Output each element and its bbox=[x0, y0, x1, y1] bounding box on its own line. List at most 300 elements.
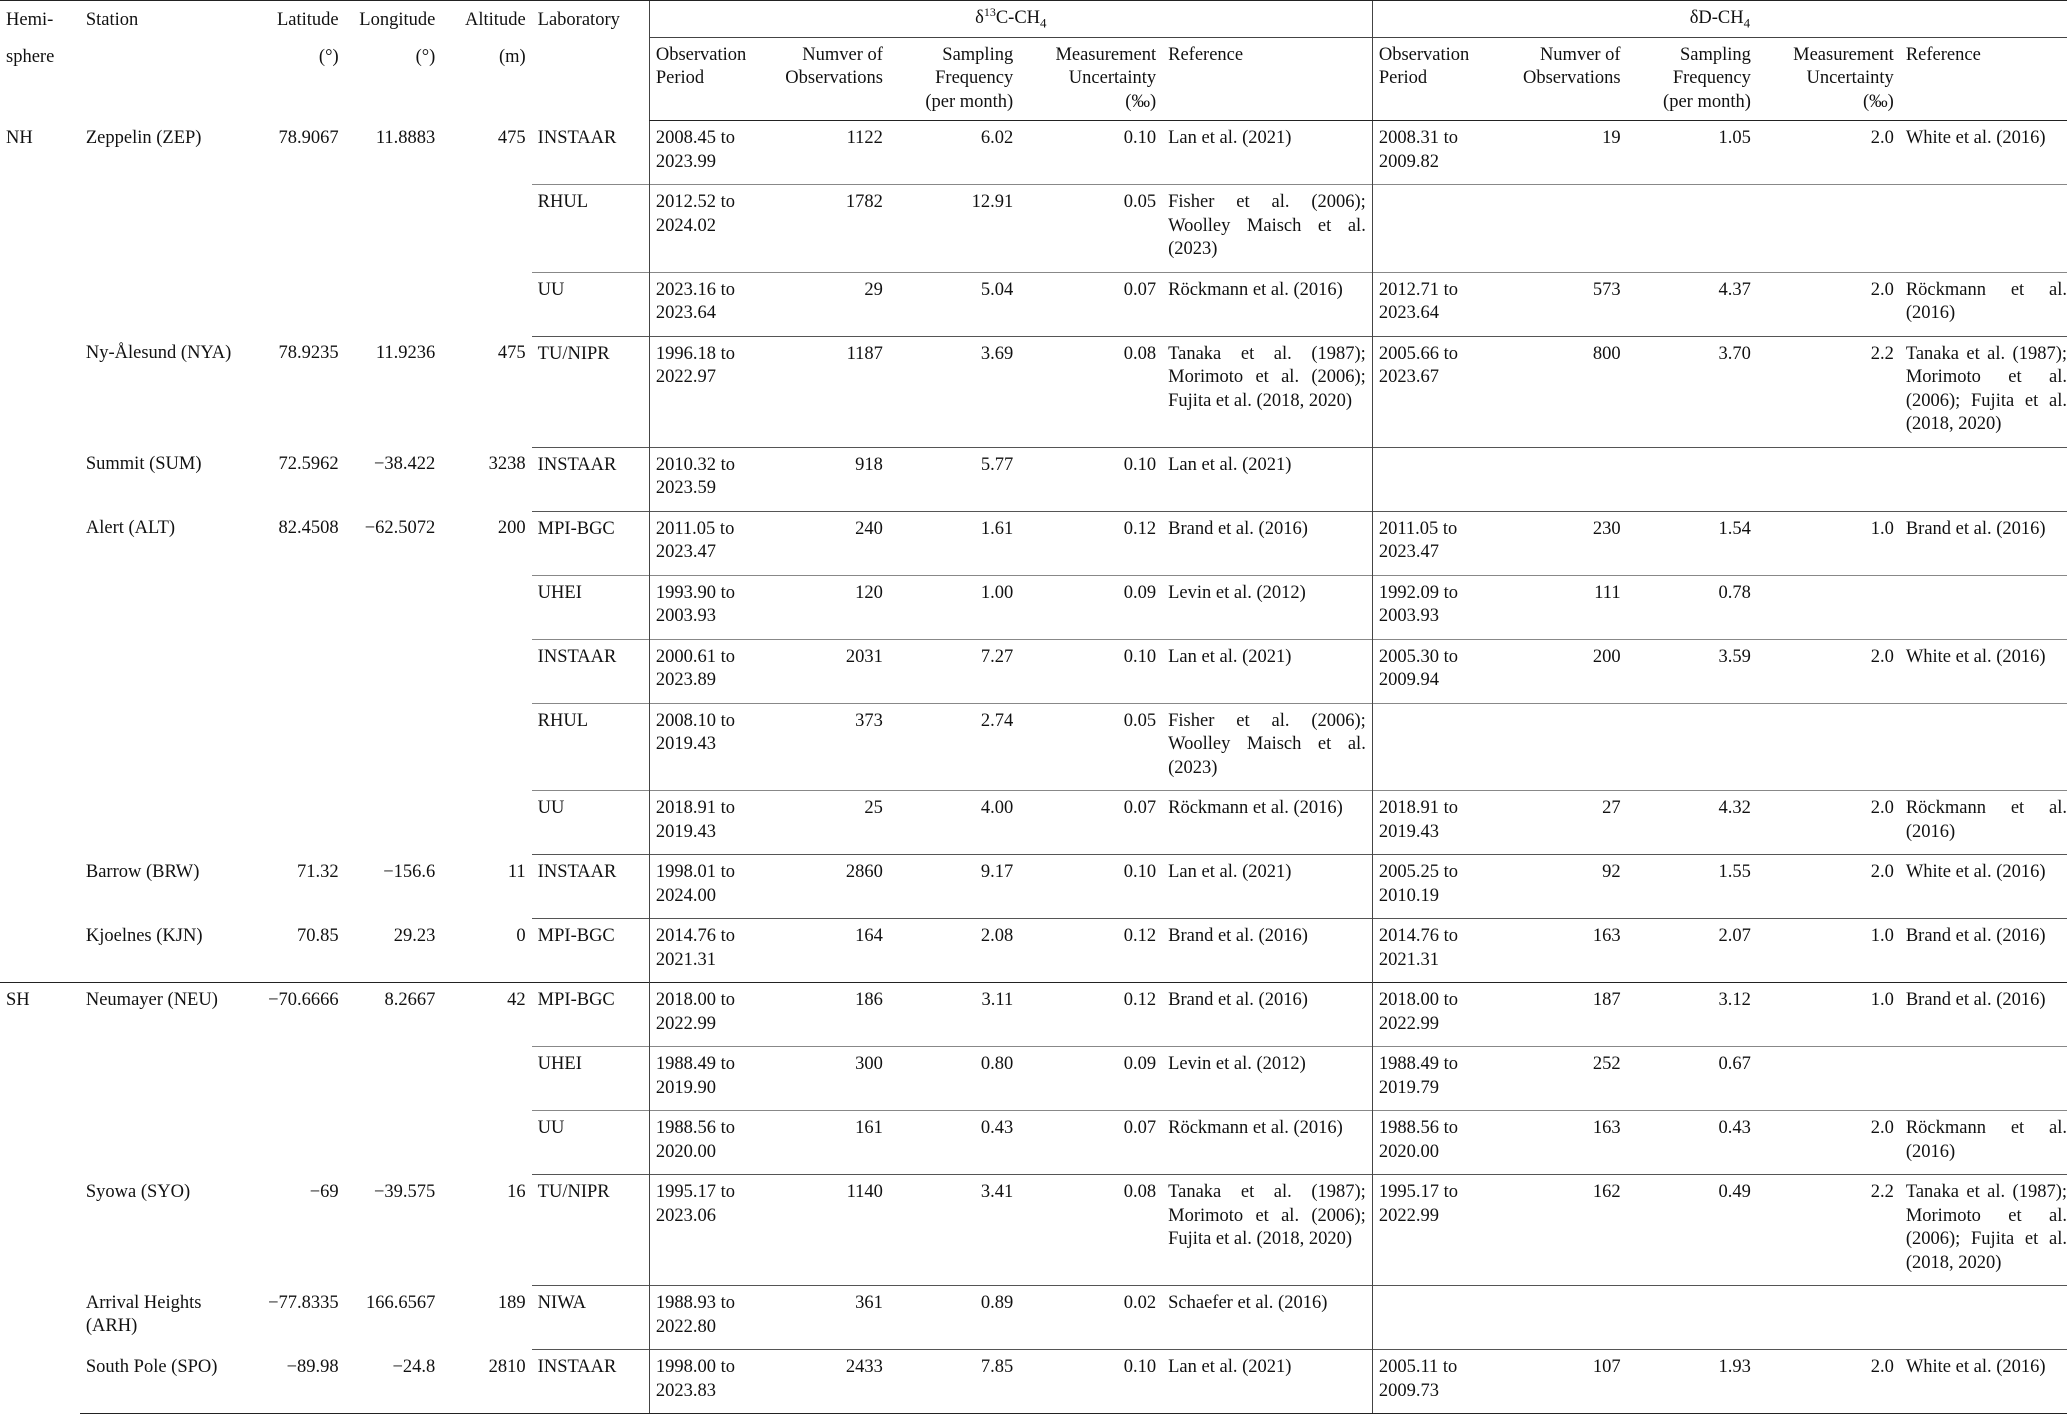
cell-c-obs-period: 1995.17 to 2023.06 bbox=[649, 1175, 773, 1286]
cell-d-meas-unc bbox=[1757, 703, 1900, 791]
cell-latitude: 70.85 bbox=[297, 925, 339, 946]
cell-c-reference: Tanaka et al. (1987); Morimoto et al. (2006); Fujita et al. (2018, 2020) bbox=[1162, 336, 1372, 447]
header-altitude-unit: (m) bbox=[498, 46, 526, 67]
cell-c-reference: Lan et al. (2021) bbox=[1162, 447, 1372, 511]
cell-d-meas-unc: 2.0 bbox=[1870, 128, 1894, 148]
cell-d-samp-freq: 1.54 bbox=[1627, 511, 1757, 575]
cell-c-num-obs: 2031 bbox=[773, 639, 889, 703]
cell-c-meas-unc: 0.05 bbox=[1019, 703, 1162, 791]
cell-c-meas-unc: 0.07 bbox=[1019, 1111, 1162, 1175]
cell-c-samp-freq: 4.00 bbox=[889, 791, 1019, 855]
cell-laboratory: MPI-BGC bbox=[532, 919, 650, 983]
cell-d-obs-period: 2005.30 to 2009.94 bbox=[1372, 639, 1496, 703]
header-longitude-unit: (°) bbox=[415, 46, 436, 67]
d13c-mid: C-CH bbox=[995, 8, 1041, 28]
cell-longitude: −39.575 bbox=[374, 1181, 436, 1202]
cell-laboratory: UU bbox=[532, 791, 650, 855]
header-d-reference: Reference bbox=[1900, 37, 2067, 121]
cell-c-samp-freq: 2.08 bbox=[889, 919, 1019, 983]
cell-laboratory: NIWA bbox=[532, 1286, 650, 1350]
cell-d-obs-period: 1995.17 to 2022.99 bbox=[1372, 1175, 1496, 1286]
header-laboratory: Laboratory bbox=[532, 1, 650, 121]
cell-c-obs-period: 1993.90 to 2003.93 bbox=[649, 575, 773, 639]
cell-d-samp-freq: 4.37 bbox=[1627, 272, 1757, 336]
cell-c-num-obs: 373 bbox=[773, 703, 889, 791]
cell-d-meas-unc bbox=[1757, 575, 1900, 639]
table-row bbox=[0, 855, 2067, 919]
cell-c-num-obs: 2860 bbox=[773, 855, 889, 919]
header-hemisphere-line2: sphere bbox=[6, 46, 55, 67]
cell-d-samp-freq: 4.32 bbox=[1627, 791, 1757, 855]
cell-c-reference: Schaefer et al. (2016) bbox=[1162, 1286, 1372, 1350]
table-row bbox=[0, 121, 2067, 185]
cell-station: Neumayer (NEU) bbox=[80, 983, 259, 1175]
cell-d-num-obs: 111 bbox=[1496, 575, 1626, 639]
cell-c-obs-period: 2023.16 to 2023.64 bbox=[649, 272, 773, 336]
cell-c-num-obs: 2433 bbox=[773, 1350, 889, 1414]
cell-laboratory: INSTAAR bbox=[532, 639, 650, 703]
cell-d-obs-period: 1988.56 to 2020.00 bbox=[1372, 1111, 1496, 1175]
cell-altitude: 475 bbox=[497, 127, 526, 148]
cell-d-reference bbox=[1900, 1047, 2067, 1111]
cell-longitude: 11.8883 bbox=[375, 127, 436, 148]
cell-c-samp-freq: 9.17 bbox=[889, 855, 1019, 919]
header-hemisphere-line1: Hemi- bbox=[6, 10, 54, 30]
cell-d-reference bbox=[1900, 703, 2067, 791]
header-latitude-label: Latitude bbox=[276, 10, 339, 30]
cell-longitude: 8.2667 bbox=[345, 983, 442, 1175]
cell-longitude: −62.5072 bbox=[364, 518, 436, 538]
cell-c-meas-unc: 0.05 bbox=[1019, 185, 1162, 273]
cell-c-meas-unc: 0.08 bbox=[1019, 1175, 1162, 1286]
cell-longitude: 166.6567 bbox=[365, 1292, 436, 1313]
cell-d-obs-period: 2014.76 to 2021.31 bbox=[1372, 919, 1496, 983]
cell-d-samp-freq bbox=[1627, 185, 1757, 273]
cell-latitude: −70.6666 bbox=[258, 983, 344, 1175]
cell-c-reference: Lan et al. (2021) bbox=[1162, 855, 1372, 919]
cell-d-samp-freq bbox=[1627, 447, 1757, 511]
header-c-samp-freq-1: Sampling bbox=[942, 44, 1014, 65]
cell-c-samp-freq: 3.41 bbox=[889, 1175, 1019, 1286]
cell-d-meas-unc: 1.0 bbox=[1757, 511, 1900, 575]
cell-c-samp-freq: 5.77 bbox=[889, 447, 1019, 511]
cell-laboratory: INSTAAR bbox=[532, 855, 650, 919]
cell-laboratory: MPI-BGC bbox=[532, 983, 650, 1047]
header-d-samp-freq-3: (per month) bbox=[1663, 91, 1751, 112]
cell-c-samp-freq: 12.91 bbox=[889, 185, 1019, 273]
cell-c-samp-freq: 1.00 bbox=[889, 575, 1019, 639]
cell-d-obs-period: 1988.49 to 2019.79 bbox=[1372, 1047, 1496, 1111]
header-c-meas-unc-2: Uncertainty bbox=[1068, 68, 1157, 88]
cell-d-obs-period: 1992.09 to 2003.93 bbox=[1372, 575, 1496, 639]
cell-c-reference: Lan et al. (2021) bbox=[1162, 1350, 1372, 1414]
cell-c-reference: Lan et al. (2021) bbox=[1168, 128, 1292, 148]
cell-altitude: 2810 bbox=[441, 1350, 531, 1414]
header-latitude-unit: (°) bbox=[318, 46, 339, 67]
header-d13c-group bbox=[649, 1, 1372, 38]
cell-d-reference bbox=[1900, 575, 2067, 639]
cell-c-samp-freq: 1.61 bbox=[889, 511, 1019, 575]
header-d-num-obs bbox=[1496, 37, 1626, 121]
cell-altitude: 11 bbox=[507, 861, 526, 882]
cell-laboratory: UU bbox=[532, 272, 650, 336]
cell-c-meas-unc: 0.10 bbox=[1019, 639, 1162, 703]
header-hemisphere bbox=[0, 1, 80, 121]
cell-d-num-obs: 92 bbox=[1496, 855, 1626, 919]
cell-c-num-obs: 300 bbox=[773, 1047, 889, 1111]
cell-c-obs-period: 1998.00 to 2023.83 bbox=[649, 1350, 773, 1414]
cell-d-obs-period: 2011.05 to 2023.47 bbox=[1372, 511, 1496, 575]
cell-latitude: 71.32 bbox=[297, 861, 339, 882]
cell-altitude: 16 bbox=[507, 1181, 526, 1202]
header-longitude-label: Longitude bbox=[359, 10, 436, 30]
cell-c-samp-freq: 3.69 bbox=[889, 336, 1019, 447]
cell-d-reference: Röckmann et al. (2016) bbox=[1900, 791, 2067, 855]
cell-altitude: 200 bbox=[497, 518, 526, 538]
cell-altitude: 42 bbox=[441, 983, 531, 1175]
cell-d-obs-period bbox=[1372, 185, 1496, 273]
cell-d-meas-unc: 2.0 bbox=[1757, 1350, 1900, 1414]
cell-laboratory: INSTAAR bbox=[532, 1350, 650, 1414]
header-d-obs-period bbox=[1372, 37, 1496, 121]
cell-c-obs-period: 1988.93 to 2022.80 bbox=[649, 1286, 773, 1350]
cell-c-samp-freq: 0.80 bbox=[889, 1047, 1019, 1111]
dd-sub: 4 bbox=[1743, 15, 1751, 31]
cell-d-num-obs: 162 bbox=[1496, 1175, 1626, 1286]
cell-d-num-obs: 800 bbox=[1496, 336, 1626, 447]
cell-d-reference: Brand et al. (2016) bbox=[1900, 983, 2067, 1047]
cell-laboratory: TU/NIPR bbox=[532, 336, 650, 447]
cell-station: Kjoelnes (KJN) bbox=[85, 925, 203, 946]
cell-c-samp-freq: 3.11 bbox=[889, 983, 1019, 1047]
cell-d-reference: White et al. (2016) bbox=[1900, 1350, 2067, 1414]
cell-laboratory: INSTAAR bbox=[532, 447, 650, 511]
cell-altitude: 189 bbox=[497, 1292, 526, 1313]
cell-d-reference bbox=[1900, 185, 2067, 273]
cell-c-meas-unc: 0.02 bbox=[1019, 1286, 1162, 1350]
cell-c-obs-period: 2012.52 to 2024.02 bbox=[649, 185, 773, 273]
cell-c-meas-unc: 0.09 bbox=[1019, 1047, 1162, 1111]
header-c-obs-period-2: Period bbox=[655, 68, 705, 88]
cell-c-obs-period: 2011.05 to 2023.47 bbox=[649, 511, 773, 575]
cell-d-meas-unc bbox=[1757, 185, 1900, 273]
cell-c-obs-period: 2010.32 to 2023.59 bbox=[649, 447, 773, 511]
cell-c-num-obs: 240 bbox=[773, 511, 889, 575]
cell-c-num-obs: 1122 bbox=[846, 128, 883, 148]
cell-d-samp-freq: 2.07 bbox=[1627, 919, 1757, 983]
cell-latitude: −69 bbox=[309, 1181, 339, 1202]
header-c-meas-unc bbox=[1019, 37, 1162, 121]
cell-d-num-obs: 187 bbox=[1496, 983, 1626, 1047]
cell-d-meas-unc bbox=[1757, 1047, 1900, 1111]
cell-c-obs-period: 1996.18 to 2022.97 bbox=[649, 336, 773, 447]
cell-c-obs-period: 2018.91 to 2019.43 bbox=[649, 791, 773, 855]
header-d-samp-freq bbox=[1627, 37, 1757, 121]
cell-latitude: 78.9235 bbox=[278, 343, 339, 363]
table-row bbox=[0, 511, 2067, 575]
cell-station: Arrival Heights (ARH) bbox=[85, 1292, 202, 1336]
cell-laboratory: RHUL bbox=[532, 703, 650, 791]
cell-d-reference bbox=[1900, 447, 2067, 511]
header-longitude bbox=[345, 1, 442, 121]
cell-station: Barrow (BRW) bbox=[85, 861, 200, 882]
cell-c-samp-freq: 6.02 bbox=[980, 128, 1014, 148]
header-c-num-obs bbox=[773, 37, 889, 121]
cell-d-reference: Brand et al. (2016) bbox=[1900, 919, 2067, 983]
header-d-num-obs-1: Numver of bbox=[1539, 44, 1621, 65]
cell-latitude: 72.5962 bbox=[278, 454, 339, 474]
cell-c-num-obs: 186 bbox=[773, 983, 889, 1047]
table-row bbox=[0, 1286, 2067, 1350]
header-d-samp-freq-1: Sampling bbox=[1679, 44, 1751, 65]
cell-c-num-obs: 1140 bbox=[773, 1175, 889, 1286]
cell-hemisphere: SH bbox=[0, 983, 80, 1414]
cell-c-meas-unc: 0.10 bbox=[1019, 447, 1162, 511]
cell-longitude: 11.9236 bbox=[375, 343, 436, 363]
cell-latitude: 78.9067 bbox=[278, 127, 339, 148]
cell-c-samp-freq: 5.04 bbox=[889, 272, 1019, 336]
cell-laboratory: UHEI bbox=[532, 1047, 650, 1111]
cell-d-samp-freq: 0.49 bbox=[1627, 1175, 1757, 1286]
cell-laboratory: RHUL bbox=[532, 185, 650, 273]
cell-c-meas-unc: 0.09 bbox=[1019, 575, 1162, 639]
cell-latitude: 82.4508 bbox=[278, 518, 339, 538]
table-row bbox=[0, 1175, 2067, 1286]
header-c-meas-unc-1: Measurement bbox=[1055, 44, 1157, 65]
header-c-num-obs-1: Numver of bbox=[802, 44, 883, 65]
cell-d-reference: White et al. (2016) bbox=[1900, 639, 2067, 703]
cell-station: Alert (ALT) bbox=[85, 518, 176, 538]
table-row bbox=[0, 447, 2067, 511]
cell-c-meas-unc: 0.07 bbox=[1019, 272, 1162, 336]
header-d-meas-unc-3: (‰) bbox=[1862, 91, 1894, 112]
cell-d-num-obs: 27 bbox=[1496, 791, 1626, 855]
cell-laboratory: TU/NIPR bbox=[532, 1175, 650, 1286]
cell-c-meas-unc: 0.07 bbox=[1019, 791, 1162, 855]
cell-d-num-obs: 252 bbox=[1496, 1047, 1626, 1111]
d13c-sub: 4 bbox=[1040, 15, 1047, 31]
cell-d-samp-freq bbox=[1627, 1286, 1757, 1350]
cell-station: South Pole (SPO) bbox=[80, 1350, 259, 1414]
cell-c-num-obs: 1187 bbox=[773, 336, 889, 447]
header-latitude bbox=[258, 1, 344, 121]
cell-latitude: −77.8335 bbox=[268, 1292, 339, 1313]
cell-c-reference: Levin et al. (2012) bbox=[1162, 1047, 1372, 1111]
cell-d-num-obs bbox=[1496, 185, 1626, 273]
cell-d-num-obs: 163 bbox=[1496, 1111, 1626, 1175]
cell-c-num-obs: 164 bbox=[773, 919, 889, 983]
cell-longitude: −38.422 bbox=[374, 454, 436, 474]
cell-longitude: −156.6 bbox=[383, 861, 436, 882]
header-d-num-obs-2: Observations bbox=[1522, 68, 1621, 88]
header-c-num-obs-2: Observations bbox=[785, 68, 883, 88]
header-c-meas-unc-3: (‰) bbox=[1125, 91, 1157, 112]
cell-c-obs-period: 1998.01 to 2024.00 bbox=[649, 855, 773, 919]
header-c-obs-period-1: Observation bbox=[655, 44, 747, 65]
cell-laboratory: MPI-BGC bbox=[532, 511, 650, 575]
cell-longitude: 29.23 bbox=[393, 925, 436, 946]
cell-d-reference bbox=[1900, 1286, 2067, 1350]
cell-c-reference: Tanaka et al. (1987); Morimoto et al. (2006); Fujita et al. (2018, 2020) bbox=[1162, 1175, 1372, 1286]
header-c-samp-freq-2: Frequency bbox=[935, 68, 1014, 88]
cell-c-obs-period: 2014.76 to 2021.31 bbox=[649, 919, 773, 983]
cell-c-meas-unc: 0.12 bbox=[1019, 919, 1162, 983]
cell-d-obs-period: 2005.66 to 2023.67 bbox=[1372, 336, 1496, 447]
cell-c-reference: Levin et al. (2012) bbox=[1162, 575, 1372, 639]
header-d-samp-freq-2: Frequency bbox=[1672, 68, 1751, 88]
table-body bbox=[0, 121, 2067, 1414]
cell-c-samp-freq: 7.27 bbox=[889, 639, 1019, 703]
cell-c-samp-freq: 0.43 bbox=[889, 1111, 1019, 1175]
cell-d-num-obs bbox=[1496, 703, 1626, 791]
cell-c-obs-period: 2008.45 to 2023.99 bbox=[649, 121, 773, 185]
header-d-obs-period-1: Observation bbox=[1378, 44, 1470, 65]
header-d-meas-unc-1: Measurement bbox=[1793, 44, 1894, 65]
cell-c-reference: Brand et al. (2016) bbox=[1162, 919, 1372, 983]
cell-d-meas-unc bbox=[1757, 1286, 1900, 1350]
cell-c-num-obs: 918 bbox=[773, 447, 889, 511]
cell-station: Zeppelin (ZEP) bbox=[85, 127, 202, 148]
cell-d-meas-unc: 2.2 bbox=[1757, 336, 1900, 447]
cell-laboratory: UHEI bbox=[532, 575, 650, 639]
cell-c-obs-period: 2008.10 to 2019.43 bbox=[649, 703, 773, 791]
cell-d-reference: White et al. (2016) bbox=[1900, 855, 2067, 919]
cell-c-reference: Röckmann et al. (2016) bbox=[1162, 272, 1372, 336]
cell-d-num-obs: 573 bbox=[1496, 272, 1626, 336]
cell-d-samp-freq: 1.05 bbox=[1718, 128, 1751, 148]
cell-d-num-obs: 19 bbox=[1602, 128, 1621, 148]
cell-hemisphere: NH bbox=[6, 127, 33, 148]
dd-main: δD-CH bbox=[1689, 8, 1744, 28]
cell-c-reference: Fisher et al. (2006); Woolley Maisch et al. (2023) bbox=[1162, 703, 1372, 791]
cell-d-reference: White et al. (2016) bbox=[1905, 128, 2046, 148]
cell-d-num-obs: 200 bbox=[1496, 639, 1626, 703]
cell-c-meas-unc: 0.10 bbox=[1123, 128, 1157, 148]
cell-c-reference: Röckmann et al. (2016) bbox=[1162, 791, 1372, 855]
header-station: Station bbox=[80, 1, 259, 121]
table-row bbox=[0, 919, 2067, 983]
cell-c-reference: Brand et al. (2016) bbox=[1162, 983, 1372, 1047]
cell-d-samp-freq: 3.59 bbox=[1627, 639, 1757, 703]
cell-c-obs-period: 2000.61 to 2023.89 bbox=[649, 639, 773, 703]
cell-d-reference: Brand et al. (2016) bbox=[1900, 511, 2067, 575]
cell-c-samp-freq: 0.89 bbox=[889, 1286, 1019, 1350]
cell-d-reference: Röckmann et al. (2016) bbox=[1900, 272, 2067, 336]
cell-d-obs-period: 2008.31 to 2009.82 bbox=[1372, 121, 1496, 185]
cell-d-num-obs: 230 bbox=[1496, 511, 1626, 575]
header-c-samp-freq bbox=[889, 37, 1019, 121]
cell-d-samp-freq bbox=[1627, 703, 1757, 791]
cell-d-meas-unc: 1.0 bbox=[1757, 919, 1900, 983]
cell-d-obs-period: 2005.25 to 2010.19 bbox=[1372, 855, 1496, 919]
table-row bbox=[0, 983, 2067, 1047]
cell-station: Ny-Ålesund (NYA) bbox=[85, 343, 232, 363]
cell-d-samp-freq: 3.70 bbox=[1627, 336, 1757, 447]
cell-station: Syowa (SYO) bbox=[85, 1181, 191, 1202]
header-c-samp-freq-3: (per month) bbox=[925, 91, 1014, 112]
header-altitude-label: Altitude bbox=[465, 10, 526, 30]
cell-d-samp-freq: 0.67 bbox=[1627, 1047, 1757, 1111]
cell-d-samp-freq: 1.93 bbox=[1627, 1350, 1757, 1414]
cell-d-num-obs: 107 bbox=[1496, 1350, 1626, 1414]
cell-station: Summit (SUM) bbox=[85, 454, 202, 474]
cell-d-reference: Röckmann et al. (2016) bbox=[1900, 1111, 2067, 1175]
cell-d-obs-period: 2018.00 to 2022.99 bbox=[1372, 983, 1496, 1047]
cell-latitude: −89.98 bbox=[258, 1350, 344, 1414]
cell-c-meas-unc: 0.12 bbox=[1019, 983, 1162, 1047]
cell-c-meas-unc: 0.12 bbox=[1019, 511, 1162, 575]
cell-d-meas-unc: 2.2 bbox=[1757, 1175, 1900, 1286]
cell-c-obs-period: 1988.56 to 2020.00 bbox=[649, 1111, 773, 1175]
cell-d-num-obs bbox=[1496, 1286, 1626, 1350]
cell-c-obs-period: 2018.00 to 2022.99 bbox=[649, 983, 773, 1047]
table-header bbox=[0, 1, 2067, 121]
cell-c-reference: Fisher et al. (2006); Woolley Maisch et al. (2023) bbox=[1162, 185, 1372, 273]
cell-d-num-obs bbox=[1496, 447, 1626, 511]
cell-c-reference: Brand et al. (2016) bbox=[1162, 511, 1372, 575]
cell-d-meas-unc: 2.0 bbox=[1757, 791, 1900, 855]
cell-d-obs-period bbox=[1372, 1286, 1496, 1350]
header-altitude bbox=[441, 1, 531, 121]
cell-d-samp-freq: 0.78 bbox=[1627, 575, 1757, 639]
cell-c-reference: Röckmann et al. (2016) bbox=[1162, 1111, 1372, 1175]
cell-longitude: −24.8 bbox=[345, 1350, 442, 1414]
cell-altitude: 3238 bbox=[488, 454, 526, 474]
table-row bbox=[0, 1350, 2067, 1414]
cell-altitude: 0 bbox=[516, 925, 526, 946]
cell-c-num-obs: 25 bbox=[773, 791, 889, 855]
cell-d-samp-freq: 3.12 bbox=[1627, 983, 1757, 1047]
cell-c-num-obs: 361 bbox=[773, 1286, 889, 1350]
cell-c-meas-unc: 0.10 bbox=[1019, 855, 1162, 919]
cell-d-num-obs: 163 bbox=[1496, 919, 1626, 983]
cell-d-meas-unc: 2.0 bbox=[1757, 272, 1900, 336]
cell-d-obs-period bbox=[1372, 447, 1496, 511]
d13c-delta: δ bbox=[975, 8, 984, 28]
cell-d-meas-unc: 2.0 bbox=[1757, 1111, 1900, 1175]
cell-laboratory: INSTAAR bbox=[537, 127, 617, 148]
cell-d-samp-freq: 0.43 bbox=[1627, 1111, 1757, 1175]
table-row bbox=[0, 336, 2067, 447]
cell-d-obs-period: 2018.91 to 2019.43 bbox=[1372, 791, 1496, 855]
header-c-obs-period bbox=[649, 37, 773, 121]
cell-d-samp-freq: 1.55 bbox=[1627, 855, 1757, 919]
header-d-obs-period-2: Period bbox=[1378, 68, 1428, 88]
cell-c-samp-freq: 2.74 bbox=[889, 703, 1019, 791]
cell-c-num-obs: 161 bbox=[773, 1111, 889, 1175]
cell-c-reference: Lan et al. (2021) bbox=[1162, 639, 1372, 703]
cell-c-num-obs: 120 bbox=[773, 575, 889, 639]
cell-d-meas-unc bbox=[1757, 447, 1900, 511]
cell-c-obs-period: 1988.49 to 2019.90 bbox=[649, 1047, 773, 1111]
cell-c-samp-freq: 7.85 bbox=[889, 1350, 1019, 1414]
cell-d-obs-period: 2005.11 to 2009.73 bbox=[1372, 1350, 1496, 1414]
cell-d-meas-unc: 2.0 bbox=[1757, 855, 1900, 919]
cell-laboratory: UU bbox=[532, 1111, 650, 1175]
cell-c-num-obs: 1782 bbox=[773, 185, 889, 273]
cell-d-obs-period: 2012.71 to 2023.64 bbox=[1372, 272, 1496, 336]
header-c-reference: Reference bbox=[1162, 37, 1372, 121]
cell-c-num-obs: 29 bbox=[773, 272, 889, 336]
d13c-sup: 13 bbox=[983, 4, 996, 19]
cell-c-meas-unc: 0.08 bbox=[1019, 336, 1162, 447]
header-d-meas-unc-2: Uncertainty bbox=[1806, 68, 1894, 88]
cell-d-obs-period bbox=[1372, 703, 1496, 791]
cell-d-meas-unc: 1.0 bbox=[1757, 983, 1900, 1047]
header-dd-group bbox=[1372, 1, 2067, 38]
cell-d-reference: Tanaka et al. (1987); Morimoto et al. (2006); Fujita et al. (2018, 2020) bbox=[1900, 1175, 2067, 1286]
cell-altitude: 475 bbox=[497, 343, 526, 363]
